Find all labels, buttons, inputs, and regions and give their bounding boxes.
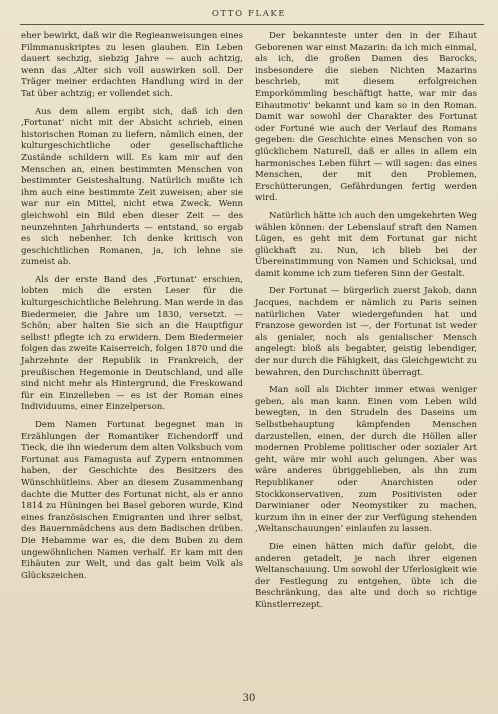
paragraph: Dem Namen Fortunat begegnet man in Erzählungen der Romantiker Eichendorff und Tieck, die ihn wiederum dem alten Volksbuch vom Fortunat aus Famagusta auf Zypern entnommen haben, der Geschichte des Besitzers des Wünschhütleins. Aber an diesem Zusammenhang dachte die Mutter des Fortunat nicht, als er anno 1814 zu Hüningen bei Basel geboren wurde, Kind eines französischen Emigranten und ihrer selbst, des Bauernmädchens aus dem Badischen drüben. Die Hebamme war es, die dem Buben zu dem ungewöhnlichen Namen verhalf. Er kam mit den Eihäuten zur Welt, und das galt beim Volk als Glückszeichen.	[21, 420, 243, 581]
right-column	[255, 31, 477, 618]
left-column	[21, 31, 243, 588]
paragraph: eher bewirkt, daß wir die Regieanweisungen eines Filmmanuskriptes zu lesen glauben. Ein Leben dauert sechzig, siebzig Jahre — auch achtzig, wenn das ‚Alter sich voll auswirken soll. Der Träger meiner erdachten Handlung wird in der Tat über achtzig; er vollendet sich.	[21, 31, 243, 99]
paragraph: Die einen hätten mich dafür gelobt, die anderen getadelt, je nach ihrer eigenen Weltanschauung. Um sowohl der Uferlosigkeit wie der Festlegung zu entgehen, übte ich die Beschränkung, das alte und doch so richtige Künstlerrezept.	[255, 541, 477, 610]
paragraph: Als der erste Band des ‚Fortunat‘ erschien, lobten mich die ersten Leser für die kulturgeschichtliche Belehrung. Man werde in das Biedermeier, die Jahre um 1830, versetzt. — Schön; aber halten Sie sich an die Hauptfigur selbst! pflegte ich zu erwidern. Dem Biedermeier folgen das zweite Kaiserreich, folgen 1870 und die Jahrzehnte der Republik in Frankreich, der preußischen Hegemonie in Deutschland, und alle sind nicht mehr als Hintergrund, die Freskowand für ein Einzelleben — es ist der Roman eines Individuums, einer Einzelperson.	[21, 274, 243, 413]
paragraph: Man soll als Dichter immer etwas weniger geben, als man kann. Einen vom Leben wild bewegten, in den Strudeln des Daseins um Selbstbehauptung kämpfenden Menschen darzustellen, einen, der durch die Höllen aller modernen Probleme politischer oder sozialer Art geht, wäre mir wohl auch gelungen. Aber was wäre anderes übriggeblieben, als ihn zum Republikaner oder Anarchisten oder Stockkonservativen, zum Positivisten oder Darwinianer oder Neomystiker zu machen, kurzum ihn in einer der zur Verfügung stehenden ‚Weltanschauungen‘ einlaufen zu lassen.	[255, 385, 477, 535]
header-rule	[20, 24, 484, 25]
page-number: 30	[242, 693, 256, 704]
paragraph: Der Fortunat — bürgerlich zuerst Jakob, dann Jacques, nachdem er nämlich zu Paris seinen natürlichen Vater wiedergefunden hat und Franzose geworden ist —, der Fortunat ist weder als genialer, noch als genialischer Mensch angelegt: bloß als begabter, geistig lebendiger, der nur durch die Fähigkeit, das Gleichgewicht zu bewahren, den Durchschnitt überragt.	[255, 286, 477, 378]
running-head: OTTO FLAKE	[211, 9, 287, 19]
paragraph: Der bekannteste unter den in der Eihaut Geborenen war einst Mazarin: da ich mich einmal, als ich, die großen Damen des Barocks, insbesondere die sieben Nichten Mazarins beschrieb, mit diesem erfolgreichen Emporkömmling beschäftigt hatte, war mir das Eihautmotiv‘ bekannt und kam so in den Roman. Damit war sowohl der Charakter des Fortunat oder Fortuné wie auch der Verlauf des Romans gegeben: die Geschichte eines Menschen von so glücklichem Naturell, daß er alles in allem ein harmonisches Leben führt — will sagen: das eines Menschen, der mit den Problemen, Erschütterungen, Gefährdungen fertig werden wird.	[255, 31, 477, 204]
paragraph: Aus dem allem ergibt sich, daß ich den ‚Fortunat‘ nicht mit der Absicht schrieb, einen historischen Roman zu liefern, nämlich einen, der kulturgeschichtliche oder gesellschaftliche Zustände schildern will. Es kam mir auf den Menschen an, einen bestimmten Menschen von bestimmter Geisteshaltung. Natürlich mußte ich ihm auch eine bestimmte Zeit zuweisen; aber sie war nur ein Mittel, nicht etwa Zweck. Wenn gleichwohl ein Bild eben dieser Zeit — des neunzehnten Jahrhunderts — entstand, so ergab es sich nebenher. Ich denke kritisch von geschichtlichen Romanen, ja, ich lehne sie zumeist ab.	[21, 106, 243, 268]
paragraph: Natürlich hätte ich auch den umgekehrten Weg wählen können: der Lebenslauf straft den Namen Lügen, es geht mit dem Fortunat gar nicht glückhaft zu. Nun, ich blieb bei der Übereinstimmung von Namen und Schicksal, und damit komme ich zum tieferen Sinn der Gestalt.	[255, 210, 477, 279]
